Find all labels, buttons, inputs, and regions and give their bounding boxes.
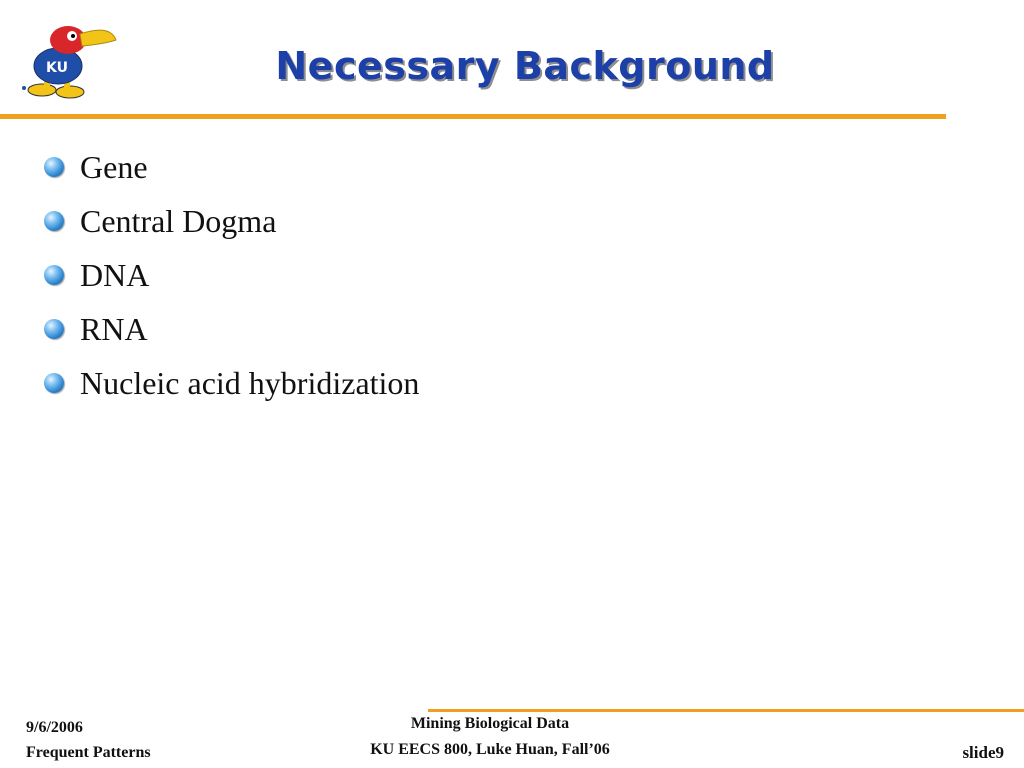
footer-topic: Frequent Patterns	[26, 744, 151, 761]
list-item	[44, 194, 419, 248]
slide-number: slide9	[962, 743, 1004, 762]
footer-divider	[428, 709, 1024, 712]
bullet-text: Central Dogma	[80, 203, 277, 239]
bullet-icon	[44, 373, 64, 393]
bullet-text: DNA	[80, 257, 150, 293]
footer-course: Mining Biological Data	[410, 715, 570, 732]
bullet-icon	[44, 265, 64, 285]
footer-date: 9/6/2006	[26, 719, 83, 736]
slide-title: Necessary Background	[275, 44, 775, 88]
list-item	[44, 248, 419, 302]
bullet-icon	[44, 157, 64, 177]
footer-instructor: KU EECS 800, Luke Huan, Fall’06	[370, 741, 610, 758]
bullet-text: RNA	[80, 311, 148, 347]
list-item	[44, 302, 419, 356]
list-item	[44, 356, 419, 410]
bullet-list	[44, 140, 419, 410]
bullet-text: Gene	[80, 149, 148, 185]
list-item	[44, 140, 419, 194]
bullet-icon	[44, 211, 64, 231]
svg-text:KU: KU	[46, 60, 68, 76]
bullet-text: Nucleic acid hybridization	[80, 365, 420, 401]
bullet-icon	[44, 319, 64, 339]
title-divider	[0, 114, 946, 119]
